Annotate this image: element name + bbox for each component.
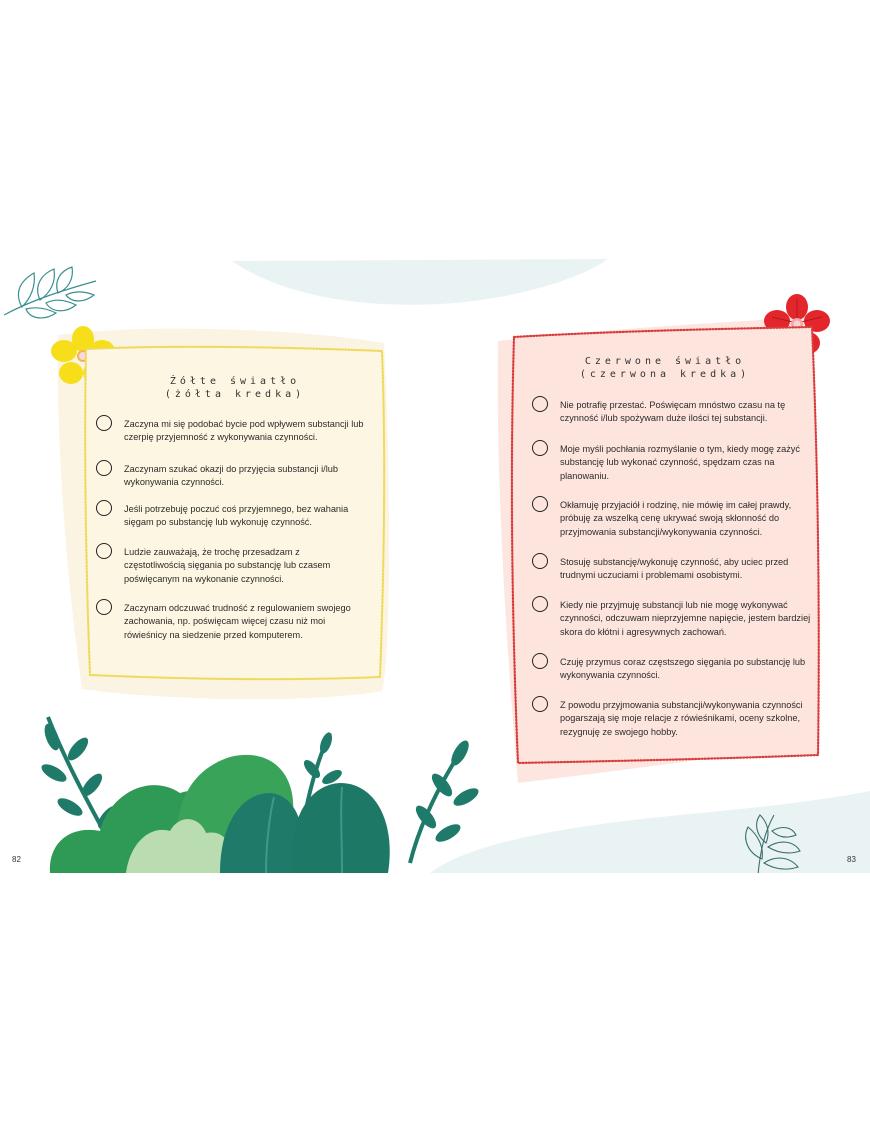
checkbox-circle[interactable] xyxy=(532,440,548,456)
checklist-item-text: Zaczynam szukać okazji do przyjęcia substancji i/lub wykonywania czynności. xyxy=(124,464,338,488)
red-light-card xyxy=(506,323,824,767)
top-teal-blob xyxy=(232,259,608,305)
checklist-item-text: Czuję przymus coraz częstszego sięgania po substancję lub wykonywania czynności. xyxy=(560,657,806,681)
checklist-item[interactable] xyxy=(96,546,366,586)
checklist-item-text: Z powodu przyjmowania substancji/wykonywania czynności pogarszają się moje relacje z rówieśnikami, oceny szkolne, rezygnuję ze swojego hobby. xyxy=(560,700,803,737)
checkbox-circle[interactable] xyxy=(96,500,112,516)
red-card-title xyxy=(506,355,824,381)
red-card-title-line2: (czerwona kredka) xyxy=(579,369,751,380)
yellow-card-title-line2: (żółta kredka) xyxy=(164,389,306,400)
yellow-card-title xyxy=(82,375,388,401)
checklist-item-text: Ludzie zauważają, że trochę przesadzam z częstotliwością sięgania po substancję lub czasem poświęcanym na wykonanie czynności. xyxy=(124,547,331,584)
checkbox-circle[interactable] xyxy=(532,696,548,712)
checklist-item[interactable] xyxy=(96,503,366,530)
checklist-item-text: Nie potrafię przestać. Poświęcam mnóstwo czasu na tę czynność i/lub spożywam duże ilości tej substancji. xyxy=(560,400,786,424)
checklist-item[interactable] xyxy=(532,499,812,539)
fern-bottom-right-icon xyxy=(738,813,818,873)
checklist-item[interactable] xyxy=(96,418,366,445)
page-number-right: 83 xyxy=(847,855,856,864)
checklist-item[interactable] xyxy=(532,443,812,483)
checklist-item[interactable] xyxy=(532,556,812,583)
red-card-title-line1: Czerwone światło xyxy=(584,356,746,367)
checklist-item-text: Zaczyna mi się podobać bycie pod wpływem substancji lub czerpię przyjemność z wykonywania czynności. xyxy=(124,419,364,443)
yellow-card-title-line1: Żółte światło xyxy=(169,376,301,387)
fern-top-left-icon xyxy=(0,263,100,323)
checklist-item-text: Moje myśli pochłania rozmyślanie o tym, kiedy mogę zażyć substancję lub wykonać czynność, spędzam czas na planowaniu. xyxy=(560,444,800,481)
checkbox-circle[interactable] xyxy=(532,653,548,669)
checklist-item[interactable] xyxy=(96,463,366,490)
checklist-item-text: Jeśli potrzebuję poczuć coś przyjemnego, bez wahania sięgam po substancję lub wykonuję czynność. xyxy=(124,504,349,528)
checklist-item[interactable] xyxy=(532,699,812,739)
checkbox-circle[interactable] xyxy=(532,553,548,569)
checklist-item[interactable] xyxy=(532,599,812,639)
checkbox-circle[interactable] xyxy=(96,460,112,476)
checklist-item-text: Okłamuję przyjaciół i rodzinę, nie mówię im całej prawdy, próbuję za wszelką cenę ukrywać swoją skłonność do przyjmowania substancji/wykonywania czynności. xyxy=(560,500,792,537)
checklist-item-text: Zaczynam odczuwać trudność z regulowaniem swojego zachowania, np. poświęcam więcej czasu niż moi rówieśnicy na siedzenie przed komputerem. xyxy=(124,603,351,640)
checkbox-circle[interactable] xyxy=(96,599,112,615)
checkbox-circle[interactable] xyxy=(96,543,112,559)
checklist-item-text: Kiedy nie przyjmuję substancji lub nie mogę wykonywać czynności, odczuwam nieprzyjemne napięcie, jestem bardziej skora do kłótni i agresywnych zachowań. xyxy=(560,600,811,637)
checklist-item-text: Stosuję substancję/wykonuję czynność, aby uciec przed trudnymi uczuciami i problemami osobistymi. xyxy=(560,557,789,581)
page-number-left: 82 xyxy=(12,855,21,864)
checkbox-circle[interactable] xyxy=(532,596,548,612)
book-spread xyxy=(0,243,870,873)
yellow-light-card xyxy=(82,343,388,683)
checklist-item[interactable] xyxy=(96,602,366,642)
checklist-item[interactable] xyxy=(532,399,812,426)
checklist-item[interactable] xyxy=(532,656,812,683)
checkbox-circle[interactable] xyxy=(532,496,548,512)
plants-illustration xyxy=(30,713,480,873)
checkbox-circle[interactable] xyxy=(96,415,112,431)
checkbox-circle[interactable] xyxy=(532,396,548,412)
